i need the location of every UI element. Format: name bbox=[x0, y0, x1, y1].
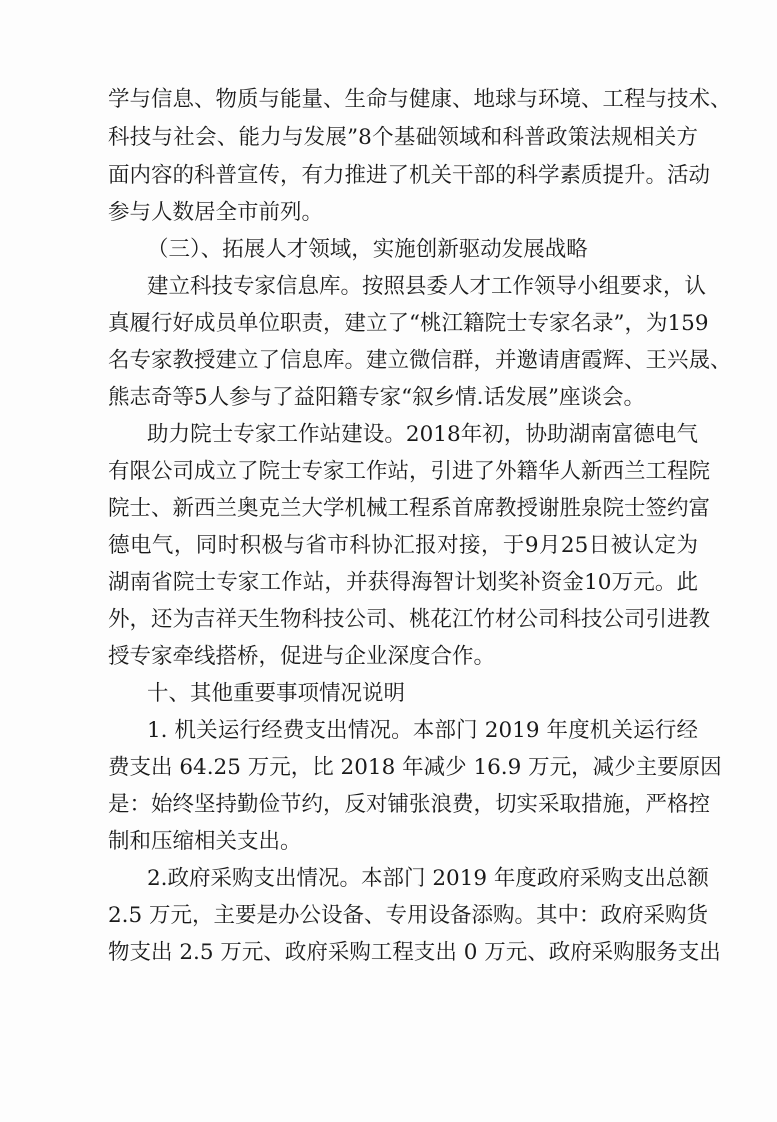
body-text-line: 名专家教授建立了信息库。建立微信群，并邀请唐霞辉、王兴晟、 bbox=[108, 348, 732, 373]
body-text-line: 物支出 2.5 万元、政府采购工程支出 0 万元、政府采购服务支出 bbox=[108, 940, 721, 965]
body-text-line: 外，还为吉祥天生物科技公司、桃花江竹材公司科技公司引进教 bbox=[108, 607, 711, 632]
body-text-line: 面内容的科普宣传，有力推进了机关干部的科学素质提升。活动 bbox=[108, 163, 711, 188]
body-text-line: 学与信息、物质与能量、生命与健康、地球与环境、工程与技术、 bbox=[108, 87, 732, 112]
body-text-line: 有限公司成立了院士专家工作站，引进了外籍华人新西兰工程院 bbox=[108, 459, 711, 484]
body-text-line: 德电气，同时积极与省市科协汇报对接，于9月25日被认定为 bbox=[108, 533, 698, 558]
body-text-line: 是：始终坚持勤俭节约，反对铺张浪费，切实采取措施，严格控 bbox=[108, 792, 711, 817]
body-text-line: 院士、新西兰奥克兰大学机械工程系首席教授谢胜泉院士签约富 bbox=[108, 496, 711, 521]
body-text-line: 制和压缩相关支出。 bbox=[108, 829, 302, 854]
body-text-line: 1. 机关运行经费支出情况。本部门 2019 年度机关运行经 bbox=[147, 718, 698, 743]
body-text-line: 真履行好成员单位职责，建立了“桃江籍院士专家名录”，为159 bbox=[108, 311, 709, 336]
body-text-line: 熊志奇等5人参与了益阳籍专家“叙乡情.话发展”座谈会。 bbox=[108, 385, 645, 410]
body-text-line: 湖南省院士专家工作站，并获得海智计划奖补资金10万元。此 bbox=[108, 570, 698, 595]
section-heading: （三）、拓展人才领域，实施创新驱动发展战略 bbox=[147, 237, 588, 262]
body-text-line: 科技与社会、能力与发展”8个基础领域和科普政策法规相关方 bbox=[108, 125, 698, 150]
section-heading: 十、其他重要事项情况说明 bbox=[147, 681, 406, 706]
body-text-line: 费支出 64.25 万元，比 2018 年减少 16.9 万元，减少主要原因 bbox=[108, 755, 722, 780]
body-text-line: 建立科技专家信息库。按照县委人才工作领导小组要求，认 bbox=[147, 274, 707, 299]
body-text-line: 2.5 万元，主要是办公设备、专用设备添购。其中：政府采购货 bbox=[108, 903, 709, 928]
body-text-line: 助力院士专家工作站建设。2018年初，协助湖南富德电气 bbox=[147, 422, 698, 447]
body-text-line: 2.政府采购支出情况。本部门 2019 年度政府采购支出总额 bbox=[147, 866, 709, 891]
body-text-line: 授专家牵线搭桥，促进与企业深度合作。 bbox=[108, 644, 496, 669]
body-text-line: 参与人数居全市前列。 bbox=[108, 200, 324, 225]
